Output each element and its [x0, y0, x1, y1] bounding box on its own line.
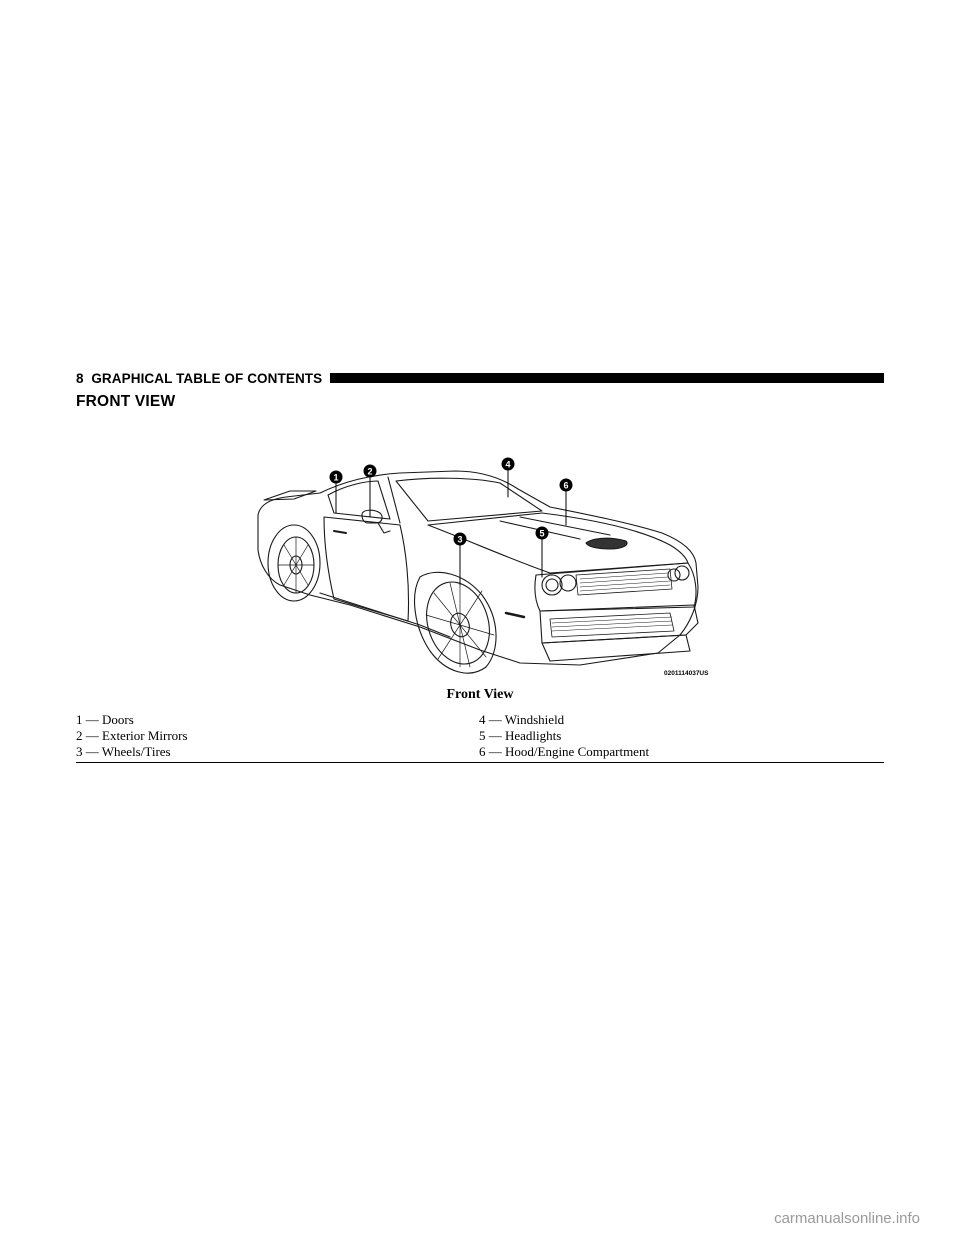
- callout-1: [330, 471, 343, 484]
- svg-text:4: 4: [505, 459, 511, 470]
- svg-text:2: 2: [367, 466, 373, 477]
- legend-item-hood-engine: 6 — Hood/Engine Compartment: [479, 744, 650, 759]
- car-front-view-illustration: [250, 455, 710, 687]
- callout-4: [502, 458, 515, 471]
- watermark: carmanualsonline.info: [774, 1210, 920, 1227]
- legend-item-exterior-mirrors: 2 — Exterior Mirrors: [76, 728, 188, 743]
- svg-text:6: 6: [563, 480, 569, 491]
- legend-row: [76, 728, 884, 744]
- legend-row: [76, 744, 884, 760]
- legend-item-headlights: 5 — Headlights: [479, 728, 562, 743]
- figure-caption: Front View: [446, 687, 514, 702]
- running-header: [76, 368, 884, 388]
- page-number: 8: [76, 370, 84, 386]
- header-title: GRAPHICAL TABLE OF CONTENTS: [91, 370, 323, 386]
- legend-item-doors: 1 — Doors: [76, 712, 134, 727]
- callout-6: [560, 479, 573, 492]
- header-rule: [330, 373, 884, 383]
- running-header-text: [76, 371, 330, 386]
- svg-text:3: 3: [457, 534, 463, 545]
- legend-item-windshield: 4 — Windshield: [479, 712, 565, 727]
- figure-code: 0201114037US: [664, 670, 709, 677]
- callout-3: [454, 533, 467, 546]
- callout-5: [536, 527, 549, 540]
- section-title: FRONT VIEW: [76, 393, 176, 410]
- legend-item-wheels-tires: 3 — Wheels/Tires: [76, 744, 171, 759]
- figure-legend: [76, 712, 884, 760]
- callout-2: [364, 465, 377, 478]
- svg-text:1: 1: [333, 472, 339, 483]
- legend-rule: [76, 762, 884, 763]
- svg-text:5: 5: [539, 528, 545, 539]
- legend-row: [76, 712, 884, 728]
